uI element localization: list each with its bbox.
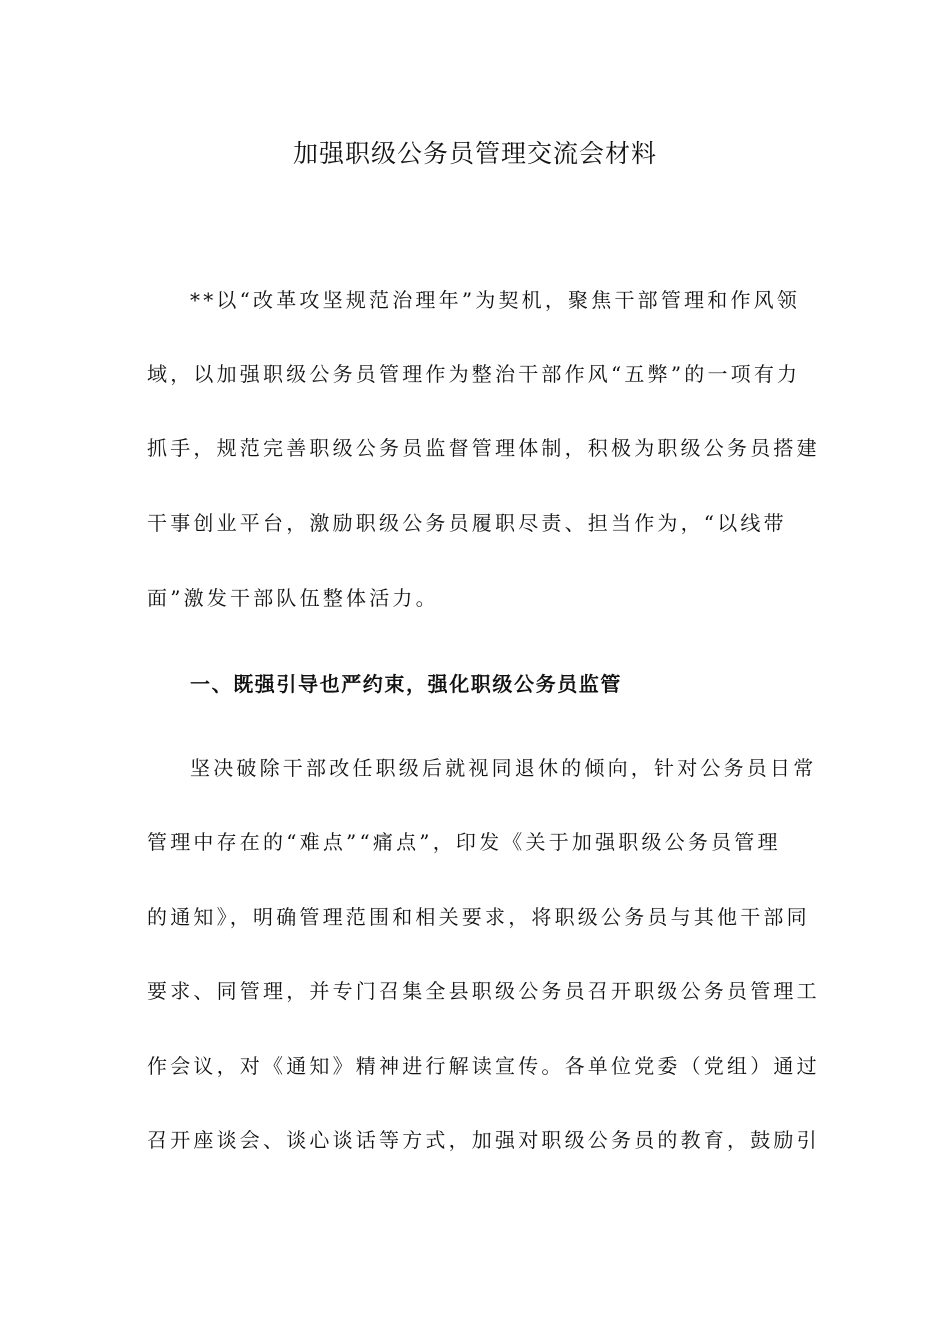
paragraph-line: 召开座谈会、谈心谈话等方式，加强对职级公务员的教育，鼓励引	[147, 1128, 820, 1152]
paragraph-line: 面”激发干部队伍整体活力。	[147, 586, 439, 610]
paragraph-line: 要求、同管理，并专门召集全县职级公务员召开职级公务员管理工	[147, 979, 820, 1003]
paragraph-line: 抓手，规范完善职级公务员监督管理体制，积极为职级公务员搭建	[147, 436, 820, 460]
section-heading: 一、既强引导也严约束，强化职级公务员监管	[190, 672, 622, 696]
paragraph-line: 作会议，对《通知》精神进行解读宣传。各单位党委（党组）通过	[147, 1054, 820, 1078]
paragraph-line: 坚决破除干部改任职级后就视同退休的倾向，针对公务员日常	[190, 756, 817, 780]
paragraph-line: **以“改革攻坚规范治理年”为契机，聚焦干部管理和作风领	[190, 288, 801, 312]
paragraph-line: 管理中存在的“难点”“痛点”，印发《关于加强职级公务员管理	[147, 830, 781, 854]
paragraph-line: 干事创业平台，激励职级公务员履职尽责、担当作为，“以线带	[147, 511, 787, 535]
document-title: 加强职级公务员管理交流会材料	[292, 139, 657, 168]
paragraph-line: 的通知》，明确管理范围和相关要求，将职级公务员与其他干部同	[147, 905, 810, 929]
paragraph-line: 域，以加强职级公务员管理作为整治干部作风“五弊”的一项有力	[147, 362, 801, 386]
